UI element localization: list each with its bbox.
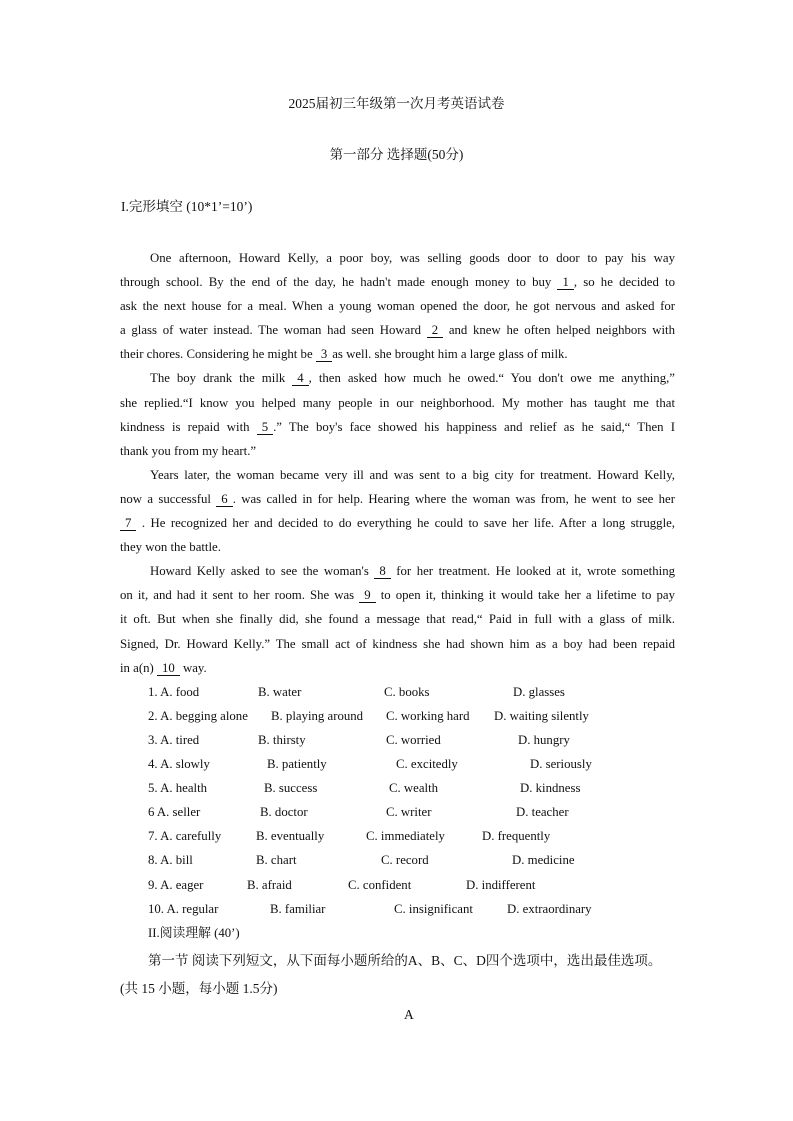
option-text: A. regular	[166, 901, 219, 916]
passage-text: now a successful	[120, 491, 217, 506]
passage-text: through school. By the end of the day, he hadn't made enough money to buy	[120, 275, 558, 290]
passage-line	[120, 439, 675, 463]
passage-line	[120, 535, 675, 559]
passage-text: Howard Kelly asked to see the woman's	[150, 564, 375, 579]
passage-line	[120, 487, 675, 511]
option-choice-d	[512, 848, 575, 872]
question-number: 9.	[148, 877, 158, 892]
option-choice-c	[384, 680, 430, 704]
option-choice-b	[264, 776, 317, 800]
passage-text: she replied.“I know you helped many people in our neighborhood. My mother has taught me that	[120, 395, 675, 410]
passage-text: , so he decided to	[573, 275, 675, 290]
passage-line	[120, 391, 675, 415]
reading-instruction: 第一节 阅读下列短文，从下面每小题所给的A、B、C、D四个选项中，选出最佳选项。	[148, 953, 662, 968]
option-row	[0, 728, 793, 752]
passage-line	[120, 294, 675, 318]
passage-paragraph	[120, 246, 675, 366]
passage-line	[120, 318, 675, 342]
option-text: D. frequently	[482, 829, 551, 844]
option-choice-c	[386, 800, 432, 824]
option-text: A. eager	[160, 877, 204, 892]
passage-text: it oft. But when she finally did, she found a message that read,“ Paid in full with a glass of milk.	[120, 612, 675, 627]
option-text: D. hungry	[518, 732, 570, 747]
option-text: C. worried	[386, 732, 441, 747]
question-number: 10.	[148, 901, 164, 916]
question-number: 4.	[148, 757, 158, 772]
option-text: B. chart	[256, 853, 297, 868]
option-choice-a	[148, 704, 248, 728]
option-choice-b	[271, 704, 363, 728]
option-choice-a	[148, 728, 199, 752]
blank-7: 7	[120, 517, 136, 531]
blank-3: 3	[316, 348, 332, 362]
option-text: C. writer	[386, 805, 432, 820]
question-number: 3.	[148, 732, 158, 747]
passage-text: on it, and had it sent to her room. She was	[120, 588, 360, 603]
option-choice-a	[148, 824, 221, 848]
option-choice-d	[507, 897, 592, 921]
blank-10: 10	[157, 662, 180, 676]
reading-section-heading: II.阅读理解 (40’)	[148, 925, 240, 940]
option-text: B. eventually	[256, 829, 325, 844]
question-number: 5.	[148, 781, 158, 796]
option-text: C. excitedly	[396, 757, 458, 772]
passage-line	[120, 511, 675, 535]
option-choice-c	[386, 704, 470, 728]
passage-text: One afternoon, Howard Kelly, a poor boy, was selling goods door to door to pay his way	[150, 251, 675, 265]
question-number: 6	[148, 805, 155, 820]
passage-text: way.	[179, 660, 207, 675]
option-text: C. immediately	[366, 829, 445, 844]
option-text: A. health	[160, 781, 208, 796]
passage-text: kindness is repaid with	[120, 419, 257, 434]
passage-line	[120, 246, 675, 270]
option-choice-c	[381, 848, 429, 872]
blank-1: 1	[557, 276, 573, 290]
cloze-passage	[120, 246, 675, 680]
passage-line	[120, 270, 675, 294]
option-text: B. patiently	[267, 757, 327, 772]
passage-text: .” The boy's face showed his happiness and relief as he said,“ Then I	[273, 419, 675, 434]
passage-text: , then asked how much he owed.“ You don't owe me anything,”	[308, 371, 675, 386]
option-row	[0, 752, 793, 776]
passage-line	[120, 366, 675, 390]
passage-line	[120, 583, 675, 607]
blank-5: 5	[257, 421, 273, 435]
option-text: A. bill	[160, 853, 193, 868]
option-text: D. seriously	[530, 757, 592, 772]
question-number: 8.	[148, 853, 158, 868]
option-text: D. waiting silently	[494, 708, 589, 723]
option-choice-d	[482, 824, 550, 848]
option-row	[0, 776, 793, 800]
option-text: A. slowly	[160, 757, 210, 772]
option-text: B. playing around	[271, 708, 364, 723]
passage-line	[120, 632, 675, 656]
option-text: C. record	[381, 853, 429, 868]
passage-text: they won the battle.	[120, 540, 221, 555]
question-number: 7.	[148, 829, 158, 844]
passage-text: a glass of water instead. The woman had seen Howard	[120, 323, 427, 338]
option-choice-a	[148, 800, 200, 824]
passage-line	[120, 607, 675, 631]
option-text: B. water	[258, 684, 302, 699]
option-choice-c	[366, 824, 445, 848]
blank-2: 2	[427, 324, 443, 338]
option-text: A. tired	[160, 732, 200, 747]
passage-text: thank you from my heart.”	[120, 443, 257, 458]
blank-8: 8	[374, 565, 390, 579]
cloze-section-heading: I.完形填空 (10*1’=10’)	[121, 199, 253, 214]
option-choice-c	[348, 873, 411, 897]
option-text: D. kindness	[520, 781, 581, 796]
option-text: B. familiar	[270, 901, 326, 916]
option-text: C. books	[384, 684, 430, 699]
question-number: 1.	[148, 684, 158, 699]
option-choice-d	[513, 680, 565, 704]
passage-text: Years later, the woman became very ill and was sent to a big city for treatment. Howard Kelly,	[150, 467, 675, 482]
cloze-options	[0, 680, 793, 921]
blank-6: 6	[216, 493, 232, 507]
passage-text: . He recognized her and decided to do everything he could to save her life. After a long struggle,	[136, 516, 675, 531]
option-choice-c	[396, 752, 458, 776]
option-text: A. begging alone	[160, 708, 248, 723]
option-choice-b	[260, 800, 308, 824]
option-choice-b	[247, 873, 292, 897]
option-row	[0, 897, 793, 921]
option-text: A. food	[160, 684, 200, 699]
option-text: D. teacher	[516, 805, 569, 820]
option-text: C. confident	[348, 877, 412, 892]
option-choice-b	[258, 680, 301, 704]
option-row	[0, 704, 793, 728]
option-text: B. afraid	[247, 877, 292, 892]
option-text: A. carefully	[160, 829, 222, 844]
passage-text: in a(n)	[120, 660, 157, 675]
option-row	[0, 848, 793, 872]
passage-text: ask the next house for a meal. When a young woman opened the door, he got nervous and asked for	[120, 299, 675, 314]
passage-text: for her treatment. He looked at it, wrote something	[390, 564, 675, 579]
option-text: C. insignificant	[394, 901, 473, 916]
part-heading: 第一部分 选择题(50分)	[329, 147, 464, 162]
reading-scoring-note: (共 15 小题，每小题 1.5分)	[120, 981, 278, 996]
option-choice-b	[256, 848, 297, 872]
option-choice-a	[148, 897, 218, 921]
option-text: D. extraordinary	[507, 901, 592, 916]
passage-paragraph	[120, 366, 675, 462]
passage-text: as well. she brought him a large glass of milk.	[332, 347, 568, 362]
option-choice-b	[270, 897, 325, 921]
blank-4: 4	[292, 372, 308, 386]
exam-title: 2025届初三年级第一次月考英语试卷	[288, 96, 505, 111]
option-choice-d	[494, 704, 589, 728]
option-choice-c	[386, 728, 441, 752]
option-choice-c	[394, 897, 473, 921]
option-choice-d	[518, 728, 570, 752]
passage-text: to open it, thinking it would take her a lifetime to pay	[375, 588, 675, 603]
passage-paragraph	[120, 559, 675, 679]
option-text: B. success	[264, 781, 318, 796]
option-choice-b	[267, 752, 327, 776]
passage-line	[120, 463, 675, 487]
passage-text: and knew he often helped neighbors with	[443, 323, 675, 338]
option-row	[0, 800, 793, 824]
option-text: A. seller	[156, 805, 201, 820]
option-text: D. medicine	[512, 853, 575, 868]
option-text: C. wealth	[389, 781, 439, 796]
passage-line	[120, 656, 675, 680]
option-row	[0, 824, 793, 848]
option-choice-a	[148, 752, 210, 776]
blank-9: 9	[359, 589, 375, 603]
option-choice-d	[516, 800, 569, 824]
passage-line	[120, 559, 675, 583]
option-choice-b	[258, 728, 306, 752]
option-choice-a	[148, 848, 193, 872]
option-choice-d	[530, 752, 592, 776]
option-text: B. doctor	[260, 805, 308, 820]
passage-text: Signed, Dr. Howard Kelly.” The small act of kindness she had shown him as a boy had been repaid	[120, 636, 675, 651]
option-choice-c	[389, 776, 438, 800]
option-choice-d	[466, 873, 535, 897]
passage-text: their chores. Considering he might be	[120, 347, 316, 362]
question-number: 2.	[148, 708, 158, 723]
option-row	[0, 873, 793, 897]
passage-text: . was called in for help. Hearing where the woman was from, he went to see her	[232, 491, 675, 506]
option-choice-a	[148, 873, 203, 897]
option-row	[0, 680, 793, 704]
option-choice-d	[520, 776, 580, 800]
option-choice-b	[256, 824, 324, 848]
option-choice-a	[148, 776, 207, 800]
option-text: D. indifferent	[466, 877, 536, 892]
passage-text: The boy drank the milk	[150, 371, 293, 386]
option-text: B. thirsty	[258, 732, 306, 747]
passage-paragraph	[120, 463, 675, 559]
option-text: C. working hard	[386, 708, 470, 723]
passage-line	[120, 342, 675, 366]
option-text: D. glasses	[513, 684, 565, 699]
passage-line	[120, 415, 675, 439]
passage-label: A	[404, 1007, 414, 1022]
option-choice-a	[148, 680, 199, 704]
